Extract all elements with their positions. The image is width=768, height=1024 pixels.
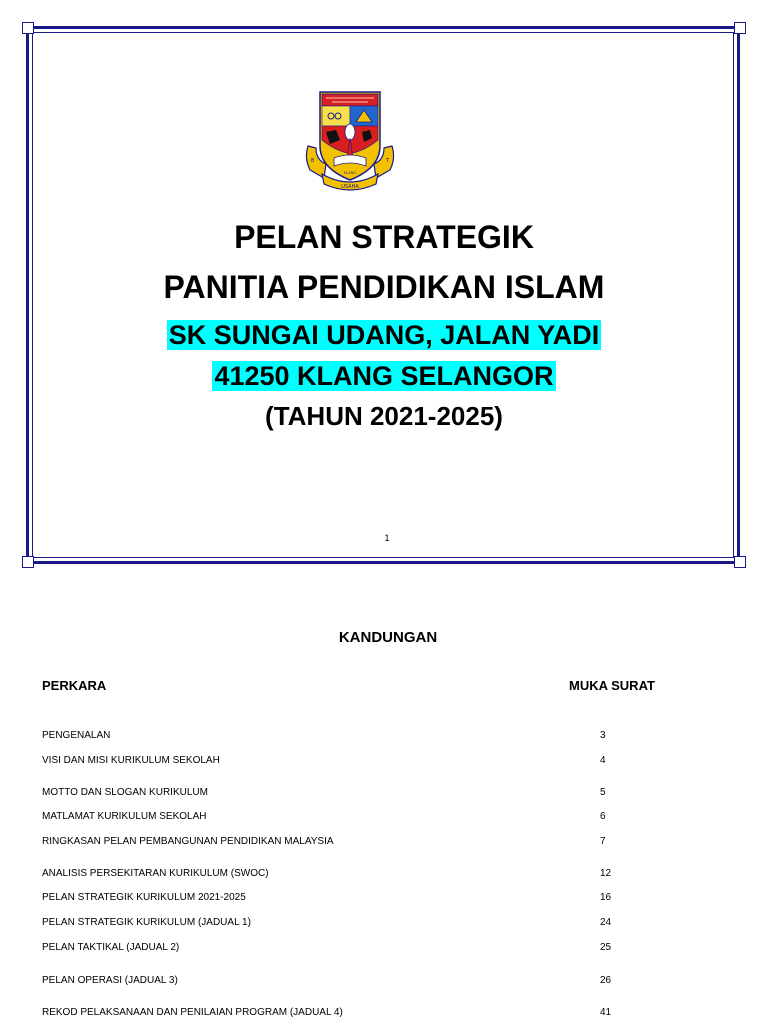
toc-row bbox=[42, 1007, 682, 1021]
document-title-line-1: PELAN STRATEGIK bbox=[234, 219, 534, 255]
toc-column-item-header: PERKARA bbox=[42, 678, 107, 693]
toc-row bbox=[42, 892, 682, 906]
toc-item-label: RINGKASAN PELAN PEMBANGUNAN PENDIDIKAN MALAYSIA bbox=[42, 836, 334, 847]
toc-item-label: PENGENALAN bbox=[42, 730, 111, 741]
toc-item-label: PELAN STRATEGIK KURIKULUM (JADUAL 1) bbox=[42, 917, 251, 928]
school-name-line bbox=[0, 320, 768, 351]
toc-item-label: PELAN STRATEGIK KURIKULUM 2021-2025 bbox=[42, 892, 246, 903]
page-number: 1 bbox=[384, 533, 390, 543]
toc-item-page: 6 bbox=[600, 811, 606, 822]
toc-item-page: 5 bbox=[600, 787, 606, 798]
school-crest-icon bbox=[304, 88, 396, 192]
toc-item-page: 16 bbox=[600, 892, 612, 903]
toc-item-label: VISI DAN MISI KURIKULUM SEKOLAH bbox=[42, 755, 220, 766]
toc-item-page: 7 bbox=[600, 836, 606, 847]
toc-item-label: ANALISIS PERSEKITARAN KURIKULUM (SWOC) bbox=[42, 868, 269, 879]
svg-text:B: B bbox=[311, 158, 315, 164]
toc-title: KANDUNGAN bbox=[338, 629, 438, 646]
toc-row bbox=[42, 811, 682, 825]
toc-row bbox=[42, 868, 682, 882]
school-address-highlight: 41250 KLANG SELANGOR bbox=[214, 361, 554, 391]
toc-row bbox=[42, 917, 682, 931]
toc-item-page: 3 bbox=[600, 730, 606, 741]
toc-item-page: 41 bbox=[600, 1007, 612, 1018]
toc-row bbox=[42, 975, 682, 989]
toc-row bbox=[42, 787, 682, 801]
toc-item-page: 4 bbox=[600, 755, 606, 766]
school-crest-logo bbox=[304, 88, 396, 192]
svg-text:USAHA: USAHA bbox=[341, 184, 359, 190]
border-corner-bottom-left bbox=[22, 556, 34, 568]
toc-item-label: PELAN OPERASI (JADUAL 3) bbox=[42, 975, 178, 986]
plan-years: (TAHUN 2021-2025) bbox=[265, 401, 503, 431]
svg-text:KLANG: KLANG bbox=[343, 171, 357, 175]
school-address-line bbox=[0, 361, 768, 392]
toc-item-page: 24 bbox=[600, 917, 612, 928]
toc-item-page: 26 bbox=[600, 975, 612, 986]
toc-row bbox=[42, 836, 682, 850]
border-corner-top-right bbox=[734, 22, 746, 34]
toc-item-page: 12 bbox=[600, 868, 612, 879]
document-title-line-2: PANITIA PENDIDIKAN ISLAM bbox=[163, 269, 605, 305]
border-corner-top-left bbox=[22, 22, 34, 34]
toc-item-label: MATLAMAT KURIKULUM SEKOLAH bbox=[42, 811, 207, 822]
school-name-highlight: SK SUNGAI UDANG, JALAN YADI bbox=[168, 320, 600, 350]
toc-item-page: 25 bbox=[600, 942, 612, 953]
toc-item-label: REKOD PELAKSANAAN DAN PENILAIAN PROGRAM (JADUAL 4) bbox=[42, 1007, 343, 1018]
toc-row bbox=[42, 942, 682, 956]
toc-item-label: MOTTO DAN SLOGAN KURIKULUM bbox=[42, 787, 208, 798]
toc-item-label: PELAN TAKTIKAL (JADUAL 2) bbox=[42, 942, 180, 953]
toc-row bbox=[42, 755, 682, 769]
svg-text:T: T bbox=[386, 158, 390, 164]
toc-column-page-header: MUKA SURAT bbox=[569, 678, 655, 693]
border-corner-bottom-right bbox=[734, 556, 746, 568]
toc-row bbox=[42, 730, 682, 744]
